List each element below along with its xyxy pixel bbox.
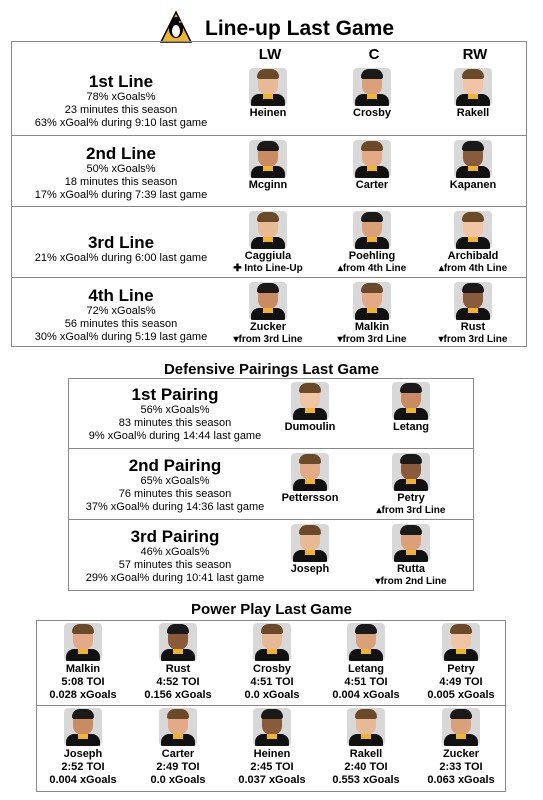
powerplay-player-card [133,623,223,702]
player-card [431,211,515,275]
line-stat: 23 minutes this season [64,104,178,116]
player-photo [392,453,430,491]
player-toi: 2:49 TOI [156,761,200,773]
player-name: Kapanen [449,179,497,191]
line-title: 2nd Line [86,144,156,163]
player-name: Zucker [442,748,480,760]
player-name: Pettersson [281,492,339,504]
player-xgoals: 0.028 xGoals [49,689,117,701]
player-card [330,140,414,192]
player-name: Petry [447,663,475,675]
player-photo [454,282,492,320]
player-photo [249,282,287,320]
player-toi: 4:51 TOI [250,676,294,688]
player-name: Zucker [249,321,287,333]
player-toi: 2:45 TOI [250,761,294,773]
pairing-info [68,527,282,585]
player-photo [442,708,480,746]
player-name: Archibald [447,250,499,262]
powerplay-player-card [416,708,506,787]
player-toi: 4:49 TOI [439,676,483,688]
player-name: Poehling [348,250,396,262]
player-name: Letang [347,663,385,675]
player-xgoals: 0.004 xGoals [332,689,400,701]
line-title: 4th Line [88,286,154,305]
row-divider [36,705,506,706]
player-photo [291,382,329,420]
player-card [330,282,414,346]
line-stat: 30% xGoal% during 5:19 last game [34,331,208,343]
player-name: Rust [460,321,486,333]
player-name: Joseph [63,748,103,760]
player-photo [347,708,385,746]
pairing-title: 2nd Pairing [128,456,222,475]
player-card [226,68,310,120]
powerplay-player-card [38,623,128,702]
line-info [11,233,231,265]
player-card [226,282,310,346]
player-change-note: ▾from 2nd Line [375,576,447,587]
player-xgoals: 0.005 xGoals [427,689,495,701]
player-change-note: ▾from 3rd Line [233,334,303,345]
player-name: Rust [165,663,191,675]
pairing-title: 3rd Pairing [130,527,220,546]
player-change-note: ▴from 4th Line [337,263,407,274]
player-change-note: ▴from 4th Line [438,263,508,274]
player-change-note: ▴from 3rd Line [376,505,446,516]
player-card [431,282,515,346]
column-header-rw: RW [462,46,488,63]
player-card [431,140,515,192]
player-name: Crosby [253,663,291,675]
pairing-title: 1st Pairing [131,385,219,404]
line-stat: 72% xGoals% [86,305,156,317]
player-xgoals: 0.553 xGoals [332,774,400,786]
pairing-info [68,456,282,514]
player-photo [353,68,391,106]
powerplay-player-card [321,708,411,787]
line-row [11,64,527,135]
player-toi: 2:52 TOI [61,761,105,773]
player-name: Petry [397,492,425,504]
line-title: 3rd Line [87,233,155,252]
line-title: 1st Line [88,72,154,91]
player-photo [249,211,287,249]
powerplay-player-card [416,623,506,702]
player-photo [454,140,492,178]
player-name: Heinen [253,748,291,760]
player-card [369,382,453,434]
line-info [11,144,231,202]
player-photo [253,623,291,661]
line-stat: 63% xGoal% during 9:10 last game [34,117,208,129]
powerplay-section-title: Power Play Last Game [191,601,352,618]
player-toi: 2:40 TOI [344,761,388,773]
player-photo [291,524,329,562]
pairing-stat: 46% xGoals% [140,546,210,558]
player-card [226,140,310,192]
player-photo [291,453,329,491]
player-photo [253,708,291,746]
pairing-stat: 37% xGoal% during 14:36 last game [85,501,265,513]
column-header-lw: LW [258,46,282,63]
pairing-stat: 9% xGoal% during 14:44 last game [88,430,262,442]
player-photo [249,68,287,106]
player-photo [353,211,391,249]
player-xgoals: 0.0 xGoals [244,689,300,701]
player-name: Letang [392,421,430,433]
player-card [330,211,414,275]
player-card [431,68,515,120]
player-name: Heinen [249,107,287,119]
player-name: Malkin [354,321,390,333]
player-photo [353,282,391,320]
player-photo [454,68,492,106]
player-card [268,524,352,576]
player-photo [392,524,430,562]
player-toi: 2:33 TOI [439,761,483,773]
player-toi: 5:08 TOI [61,676,105,688]
player-card [226,211,310,275]
powerplay-player-card [227,623,317,702]
powerplay-player-card [38,708,128,787]
powerplay-player-card [133,708,223,787]
player-photo [249,140,287,178]
player-name: Carter [161,748,195,760]
pairing-info [68,385,282,443]
pairing-stat: 83 minutes this season [118,417,232,429]
page-title: Line-up Last Game [205,17,395,40]
player-xgoals: 0.156 xGoals [144,689,212,701]
player-photo [347,623,385,661]
pairing-stat: 56% xGoals% [140,404,210,416]
player-photo [159,708,197,746]
player-xgoals: 0.004 xGoals [49,774,117,786]
player-photo [64,623,102,661]
line-stat: 78% xGoals% [86,91,156,103]
player-name: Caggiula [244,250,292,262]
player-photo [64,708,102,746]
pairing-row [68,448,474,519]
line-stat: 18 minutes this season [64,176,178,188]
line-row [11,135,527,206]
defense-section-title: Defensive Pairings Last Game [163,361,380,378]
player-card [268,453,352,505]
pairing-stat: 29% xGoal% during 10:41 last game [85,572,265,584]
player-name: Joseph [290,563,330,575]
pairing-stat: 57 minutes this season [118,559,232,571]
player-photo [442,623,480,661]
powerplay-player-card [321,623,411,702]
player-photo [353,140,391,178]
powerplay-player-card [227,708,317,787]
pairing-row [68,378,474,448]
player-name: Malkin [65,663,101,675]
player-name: Dumoulin [284,421,336,433]
pairing-row [68,519,474,591]
player-card [369,524,453,588]
player-name: Crosby [353,107,391,119]
player-photo [392,382,430,420]
line-info [11,286,231,344]
line-row [11,277,527,347]
player-name: Rakell [349,748,383,760]
player-card [369,453,453,517]
player-change-note: ✚ Into Line-Up [233,263,303,274]
player-photo [454,211,492,249]
line-stat: 21% xGoal% during 6:00 last game [34,252,208,264]
player-xgoals: 0.0 xGoals [150,774,206,786]
player-name: Rutta [396,563,426,575]
line-info [11,72,231,130]
player-toi: 4:52 TOI [156,676,200,688]
line-row [11,206,527,277]
player-toi: 4:51 TOI [344,676,388,688]
player-change-note: ▾from 3rd Line [438,334,508,345]
player-name: Rakell [456,107,490,119]
line-stat: 17% xGoal% during 7:39 last game [34,189,208,201]
player-card [268,382,352,434]
player-xgoals: 0.037 xGoals [238,774,306,786]
player-change-note: ▾from 3rd Line [337,334,407,345]
player-card [330,68,414,120]
line-stat: 56 minutes this season [64,318,178,330]
player-name: Mcginn [248,179,288,191]
line-stat: 50% xGoals% [86,163,156,175]
player-photo [159,623,197,661]
pairing-stat: 76 minutes this season [118,488,232,500]
player-xgoals: 0.063 xGoals [427,774,495,786]
pairing-stat: 65% xGoals% [140,475,210,487]
column-header-c: C [368,46,380,63]
player-name: Carter [355,179,389,191]
